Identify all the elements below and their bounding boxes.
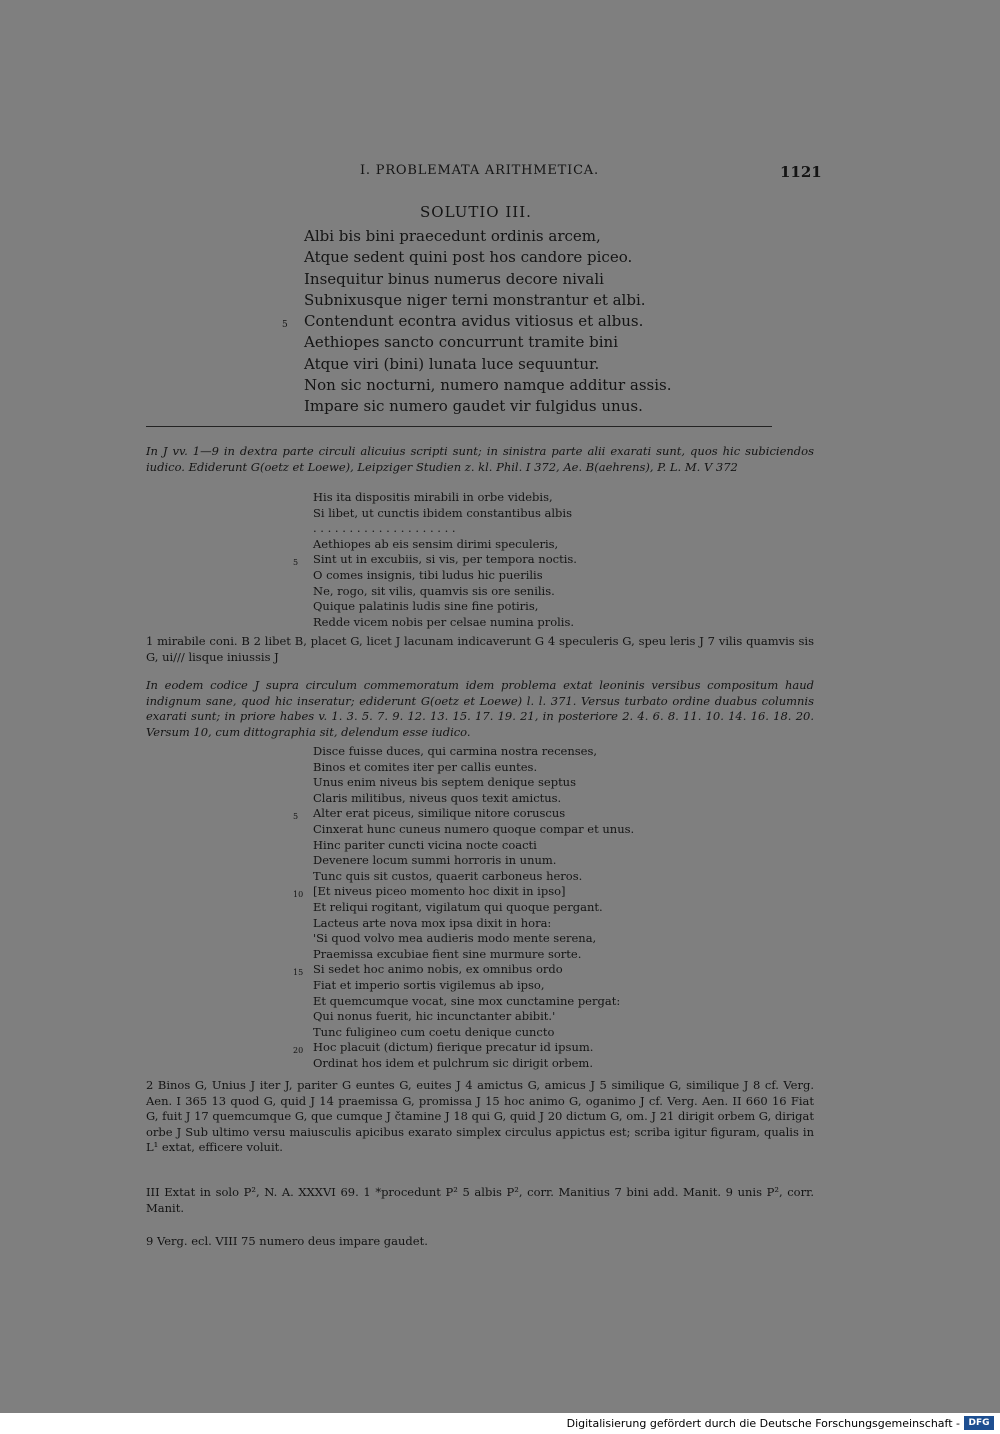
line-text: Atque viri (bini) lunata luce sequuntur. <box>304 354 600 373</box>
verse-line <box>313 490 577 506</box>
line-text: Non sic nocturni, numero namque additur assis. <box>304 376 672 395</box>
line-text: 'Si quod volvo mea audieris modo mente serena, <box>313 931 597 946</box>
line-text: Ne, rogo, sit vilis, quamvis sis ore senilis. <box>313 583 555 598</box>
verse-line <box>313 838 634 854</box>
line-text: Lacteus arte nova mox ipsa dixit in hora: <box>313 915 552 930</box>
line-text: Praemissa excubiae fient sine murmure sorte. <box>313 946 582 961</box>
line-text: Et reliqui rogitant, vigilatum qui quoque pergant. <box>313 899 603 914</box>
note1-apparatus: 1 mirabile coni. B 2 libet B, placet G, licet J lacunam indicaverunt G 4 speculeris G, speu leris J 7 vilis quamvis sis G, ui/// lisque iniussis J <box>146 634 814 664</box>
separator-rule <box>146 426 772 427</box>
note2-apparatus: 2 Binos G, Unius J iter J, pariter G euntes G, euites J 4 amictus G, amicus J 5 similique G, similique J 8 cf. Verg. Aen. I 365 13 quod G, quid J 14 praemissa G, promissa J 15 hoc animo G, oganimo J cf. Verg. Aen. II 660 16 Fiat G, fuit J 17 quemcumque G, que cumque J čtamine J 18 qui G, quid J 20 dictum G, om. J 21 dirigit orbem G, dirigat orbe J Sub ultimo versu maiusculis apicibus exarato simplex circulus appictus est; scriba igitur figuram, qualis in L¹ extat, efficere voluit. <box>146 1078 814 1155</box>
verse-line <box>313 994 634 1010</box>
verse-line <box>313 584 577 600</box>
poem-line <box>304 354 672 375</box>
verse-line <box>313 1025 634 1041</box>
poem-line <box>304 396 672 417</box>
verse-line <box>313 521 577 537</box>
verse-line <box>293 884 634 900</box>
line-text: Aethiopes ab eis sensim dirimi speculeris, <box>313 536 559 551</box>
line-text: Unus enim niveus bis septem denique septus <box>313 775 576 790</box>
line-text: Hinc pariter cuncti vicina nocte coacti <box>313 837 537 852</box>
line-text: Tunc quis sit custos, quaerit carboneus heros. <box>313 868 583 883</box>
verse-line <box>313 916 634 932</box>
line-number: 5 <box>293 812 299 822</box>
note4: 9 Verg. ecl. VIII 75 numero deus impare gaudet. <box>146 1234 428 1248</box>
footer-bar <box>0 1413 1000 1434</box>
line-text: Binos et comites iter per callis euntes. <box>313 759 538 774</box>
verse-line <box>313 506 577 522</box>
line-text: Ordinat hos idem et pulchrum sic dirigit orbem. <box>313 1055 593 1070</box>
verse-line <box>313 1009 634 1025</box>
page-number: 1121 <box>780 163 822 181</box>
poem-body <box>282 226 672 418</box>
running-title: I. PROBLEMATA ARITHMETICA. <box>360 163 599 178</box>
line-text: Quique palatinis ludis sine fine potiris, <box>313 599 539 614</box>
poem-line <box>304 375 672 396</box>
line-text: Claris militibus, niveus quos texit amictus. <box>313 790 562 805</box>
line-text: Albi bis bini praecedunt ordinis arcem, <box>304 227 601 245</box>
line-text: Insequitur binus numerus decore nivali <box>304 269 604 288</box>
poem-line <box>304 332 672 353</box>
note3: III Extat in solo P², N. A. XXXVI 69. 1 *procedunt P² 5 albis P², corr. Manitius 7 bini add. Manit. 9 unis P², corr. Manit. <box>146 1185 814 1215</box>
line-number: 5 <box>282 320 288 331</box>
verse-line <box>313 744 634 760</box>
poem-title: SOLUTIO III. <box>420 203 532 221</box>
line-text: Disce fuisse duces, qui carmina nostra recenses, <box>313 744 598 758</box>
verse-line <box>313 791 634 807</box>
poem-line <box>304 290 672 311</box>
line-number: 5 <box>293 558 299 568</box>
note2-intro: In eodem codice J supra circulum commemoratum idem problema extat leoninis versibus compositum haud indignum sane, quod hic inseratur; ediderunt G(oetz et Loewe) l. l. 371. Versus turbato ordine duabus columnis exarati sunt; in priore habes v. 1. 3. 5. 7. 9. 12. 13. 15. 17. 19. 21, in posteriore 2. 4. 6. 8. 11. 10. 14. 16. 18. 20. Versum 10, cum dittographia sit, delendum esse iudico. <box>146 678 814 739</box>
line-text: Aethiopes sancto concurrunt tramite bini <box>304 333 619 352</box>
verse-line <box>313 947 634 963</box>
verse-line <box>313 599 577 615</box>
verse-line <box>313 853 634 869</box>
verse-line <box>313 900 634 916</box>
line-text: Fiat et imperio sortis vigilemus ab ipso, <box>313 977 545 992</box>
verse-line <box>313 568 577 584</box>
verse-line <box>313 869 634 885</box>
dfg-logo: DFG <box>964 1416 994 1430</box>
line-text: Alter erat piceus, similique nitore coruscus <box>313 806 566 821</box>
line-text: Redde vicem nobis per celsae numina prolis. <box>313 614 575 629</box>
verse-line <box>313 1056 634 1072</box>
line-text: Cinxerat hunc cuneus numero quoque compar et unus. <box>313 821 635 836</box>
line-text: Contendunt econtra avidus vitiosus et albus. <box>304 312 644 331</box>
verse-line <box>313 615 577 631</box>
verse-line <box>293 552 577 568</box>
line-text: Sint ut in excubiis, si vis, per tempora noctis. <box>313 552 577 567</box>
verse-line <box>313 931 634 947</box>
line-text: Si libet, ut cunctis ibidem constantibus albis <box>313 505 573 520</box>
verse-line <box>293 962 634 978</box>
line-text: Tunc fuligineo cum coetu denique cuncto <box>313 1024 555 1039</box>
line-number: 20 <box>293 1046 304 1056</box>
line-text: Et quemcumque vocat, sine mox cunctamine pergat: <box>313 993 621 1008</box>
verse-line <box>313 978 634 994</box>
footer-credit: Digitalisierung gefördert durch die Deutsche Forschungsgemeinschaft - <box>566 1417 960 1430</box>
verse-line <box>313 822 634 838</box>
note2-verses <box>293 744 635 1071</box>
line-text: Impare sic numero gaudet vir fulgidus unus. <box>304 397 643 416</box>
line-number: 10 <box>293 890 304 900</box>
line-number: 15 <box>293 968 304 978</box>
line-text: Subnixusque niger terni monstrantur et albi. <box>304 290 646 309</box>
line-text: . . . . . . . . . . . . . . . . . . . . <box>313 521 456 536</box>
verse-line <box>313 775 634 791</box>
poem-line <box>304 226 672 247</box>
line-text: Qui nonus fuerit, hic incunctanter abibit.' <box>313 1009 556 1024</box>
poem-line <box>304 269 672 290</box>
poem-line <box>282 311 672 332</box>
line-text: Hoc placuit (dictum) fierique precatur id ipsum. <box>313 1040 594 1055</box>
poem-line <box>304 247 672 268</box>
line-text: O comes insignis, tibi ludus hic puerilis <box>313 567 543 582</box>
note1-intro: In J vv. 1—9 in dextra parte circuli alicuius scripti sunt; in sinistra parte alii exarati sunt, quos hic subiciendos iudico. Ediderunt G(oetz et Loewe), Leipziger Studien z. kl. Phil. I 372, Ae. B(aehrens), P. L. M. V 372 <box>146 444 814 474</box>
note1-verses <box>293 490 577 630</box>
line-text: His ita dispositis mirabili in orbe videbis, <box>313 490 553 504</box>
verse-line <box>313 760 634 776</box>
verse-line <box>293 806 634 822</box>
line-text: Atque sedent quini post hos candore piceo. <box>304 248 633 267</box>
line-text: Devenere locum summi horroris in unum. <box>313 853 557 868</box>
verse-line <box>313 537 577 553</box>
line-text: Si sedet hoc animo nobis, ex omnibus ordo <box>313 962 563 977</box>
line-text: [Et niveus piceo momento hoc dixit in ipso] <box>313 884 566 899</box>
verse-line <box>293 1040 634 1056</box>
